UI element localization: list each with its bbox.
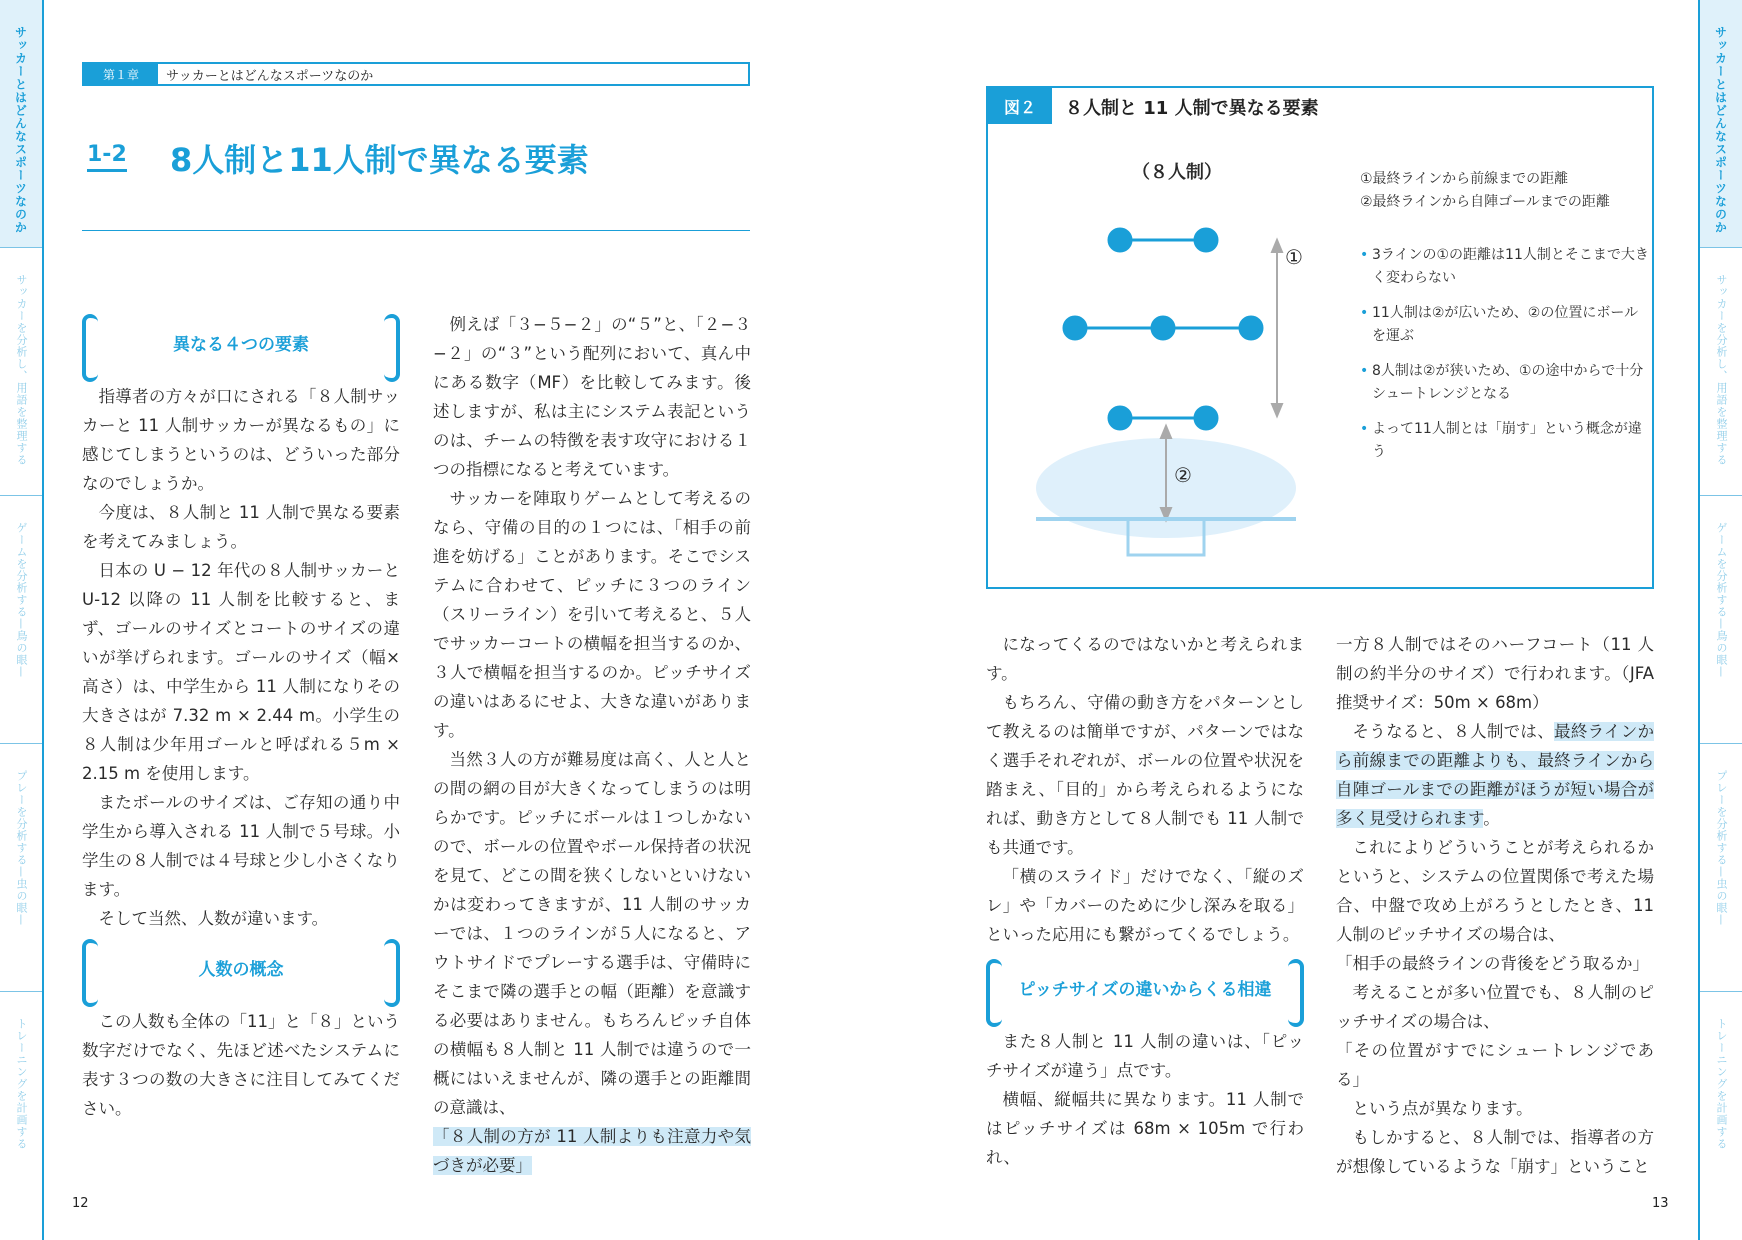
- formation-diagram: [988, 128, 1348, 588]
- paragraph: この人数も全体の「11」と「８」という数字だけでなく、先ほど述べたシステムに表す３つの数の大きさに注目してみてください。: [82, 1012, 400, 1118]
- figure-title: ８人制と 11 人制で異なる要素: [1065, 98, 1319, 119]
- chapter-title: サッカーとはどんなスポーツなのか: [166, 68, 374, 84]
- side-tab-3: ゲームを分析する—鳥の眼—: [0, 496, 42, 744]
- player-dot: [1152, 317, 1174, 339]
- figure-notes: [1360, 168, 1650, 464]
- player-dot: [1240, 317, 1262, 339]
- paragraph: 一方８人制ではそのハーフコート（11 人制の約半分のサイズ）で行われます。（JFA 推奨サイズ：50m × 68m）: [1336, 635, 1654, 712]
- side-tab-4: プレーを分析する—虫の眼—: [0, 744, 42, 992]
- paragraph: そして当然、人数が違います。: [98, 909, 329, 928]
- arrow-head: [1161, 426, 1171, 438]
- quote: 「その位置がすでにシュートレンジである」: [1336, 1041, 1654, 1089]
- paragraph: これによりどういうことが考えられるかというと、システムの位置関係で考えた場合、中盤で攻め上がろうとしたとき、11 人制のピッチサイズの場合は、: [1336, 838, 1654, 944]
- subheading-bracket: [82, 314, 400, 376]
- paragraph: そうなると、８人制では、最終ラインから前線までの距離よりも、最終ラインから自陣ゴールまでの距離がほうが短い場合が多く見受けられます。: [1336, 722, 1655, 828]
- subheading-bracket: [82, 939, 400, 1001]
- side-tab-5: トレーニングを計画する: [15, 1018, 28, 1150]
- figure-box: [986, 86, 1654, 589]
- definition: ②最終ラインから自陣ゴールまでの距離: [1360, 194, 1610, 210]
- page-number-right: 13: [1652, 1196, 1669, 1211]
- subheading: 異なる４つの要素: [173, 334, 309, 355]
- paragraph: 例えば「３−５−２」の“５”と、「２−３−２」の“３”という配列において、真ん中にある数字（MF）を比較してみます。後述しますが、私は主にシステム表記というのは、チームの特徴を表す攻守における１つの指標になると考えています。: [433, 315, 751, 479]
- side-tab-1: サッカーとはどんなスポーツなのか: [0, 0, 42, 248]
- section-title: 8人制と11人制で異なる要素: [170, 141, 589, 179]
- side-tab-2: サッカーを分析し、用語を整理する: [0, 248, 42, 496]
- side-tab-4: プレーを分析する—虫の眼—: [1700, 744, 1742, 992]
- player-dot: [1195, 407, 1217, 429]
- left-column-2: [433, 310, 751, 1180]
- section-number: 1-2: [87, 143, 127, 172]
- marker-2: ②: [1174, 463, 1192, 487]
- paragraph: 横幅、縦幅共に異なります。11 人制ではピッチサイズは 68m × 105m で行われ、: [986, 1090, 1304, 1167]
- marker-1: ①: [1285, 245, 1303, 269]
- paragraph: また８人制と 11 人制の違いは、「ピッチサイズが違う」点です。: [986, 1032, 1304, 1080]
- page-number-left: 12: [72, 1196, 89, 1211]
- paragraph: 「横のスライド」だけでなく、「縦のズレ」や「カバーのために少し深みを取る」といった応用にも繋がってくるでしょう。: [986, 867, 1304, 944]
- right-column-1: [986, 630, 1304, 1172]
- paragraph: 当然３人の方が難易度は高く、人と人との間の網の目が大きくなってしまうのは明らかです。ピッチにボールは１つしかないので、ボールの位置やボール保持者の状況を見て、どこの間を狭くしないといけないかは変わってきますが、11 人制のサッカーでは、１つのラインが５人になると、アウトサイドでプレーする選手は、守備時にそこまで隣の選手との幅（距離）を意識する必要はありません。もちろんピッチ自体の横幅も８人制と 11 人制では違うので一概にはいえませんが、隣の選手との距離間の意識は、: [433, 750, 751, 1117]
- side-tab-1: サッカーとはどんなスポーツなのか: [1700, 0, 1742, 248]
- figure-tag: 図２: [988, 88, 1052, 124]
- paragraph: 日本の U − 12 年代の８人制サッカーと U-12 以降の 11 人制を比較すると、まず、ゴールのサイズとコートのサイズの違いが挙げられます。ゴールのサイズ（幅×高さ）は、中学生から 11 人制になりその大きさはが 7.32 m × 2.44 m。小学生の８人制は少年用ゴールと呼ばれる５m × 2.15 m を使用します。: [82, 561, 400, 783]
- diagram-label: （８人制）: [1132, 162, 1222, 183]
- note-bullet: • よって11人制とは「崩す」という概念が違う: [1360, 418, 1650, 464]
- side-tab-3: ゲームを分析する—鳥の眼—: [1700, 496, 1742, 744]
- note-bullet: • 8人制は②が狭いため、①の途中からで十分シュートレンジとなる: [1360, 360, 1650, 406]
- paragraph: またボールのサイズは、ご存知の通り中学生から導入される 11 人制で５号球。小学生の８人制では４号球と少し小さくなります。: [82, 793, 400, 899]
- paragraph: 今度は、８人制と 11 人制で異なる要素を考えてみましょう。: [82, 503, 400, 551]
- chapter-number: 第１章: [84, 64, 158, 84]
- subheading: ピッチサイズの違いからくる相違: [1018, 979, 1272, 1000]
- left-side-index: [0, 0, 44, 1240]
- note-bullet: • 3ラインの①の距離は11人制とそこまで大きく変わらない: [1360, 244, 1650, 290]
- subheading-bracket: [986, 959, 1304, 1021]
- paragraph: サッカーを陣取りゲームとして考えるのなら、守備の目的の１つには、「相手の前進を妨げる」ことがあります。そこでシステムに合わせて、ピッチに３つのライン（スリーライン）を引いて考えると、５人でサッカーコートの横幅を担当するのか、３人で横幅を担当するのか。ピッチサイズの違いはあるにせよ、大きな違いがあります。: [433, 489, 751, 740]
- subheading: 人数の概念: [198, 959, 284, 980]
- paragraph: 指導者の方々が口にされる「８人制サッカーと 11 人制サッカーが異なるもの」に感じてしまうというのは、どういった部分なのでしょうか。: [82, 387, 400, 493]
- arrow-head: [1272, 404, 1282, 416]
- note-bullet: • 11人制は②が広いため、②の位置にボールを運ぶ: [1360, 302, 1650, 348]
- side-tab-2: サッカーを分析し、用語を整理する: [1700, 248, 1742, 496]
- definition: ①最終ラインから前線までの距離: [1360, 171, 1569, 187]
- player-dot: [1109, 407, 1131, 429]
- player-dot: [1109, 229, 1131, 251]
- arrow-head: [1272, 240, 1282, 252]
- quote: 「相手の最終ラインの背後をどう取るか」: [1336, 954, 1650, 973]
- paragraph: 考えることが多い位置でも、８人制のピッチサイズの場合は、: [1336, 983, 1654, 1031]
- paragraph: もしかすると、８人制では、指導者の方が想像しているような「崩す」ということ: [1336, 1128, 1654, 1176]
- highlighted-quote: 「８人制の方が 11 人制よりも注意力や気づきが必要」: [433, 1127, 751, 1175]
- paragraph: になってくるのではないかと考えられます。: [986, 635, 1304, 683]
- left-column-1: [82, 314, 400, 1123]
- right-column-2: [1336, 630, 1654, 1181]
- paragraph: という点が異なります。: [1352, 1099, 1533, 1118]
- paragraph: もちろん、守備の動き方をパターンとして教えるのは簡単ですが、パターンではなく選手それぞれが、ボールの位置や状況を踏まえ、「目的」から考えられるようになれば、動き方として８人制でも 11 人制でも共通です。: [986, 693, 1304, 857]
- right-side-index: [1698, 0, 1742, 1240]
- chapter-bar: [82, 62, 750, 86]
- section-divider: [82, 230, 750, 231]
- player-dot: [1064, 317, 1086, 339]
- side-tab-5: トレーニングを計画する: [1715, 1018, 1728, 1150]
- highlighted-text: 最終ラインから前線までの距離よりも、最終ラインから自陣ゴールまでの距離がほうが短い場合が多く見受けられます: [1336, 722, 1655, 828]
- player-dot: [1195, 229, 1217, 251]
